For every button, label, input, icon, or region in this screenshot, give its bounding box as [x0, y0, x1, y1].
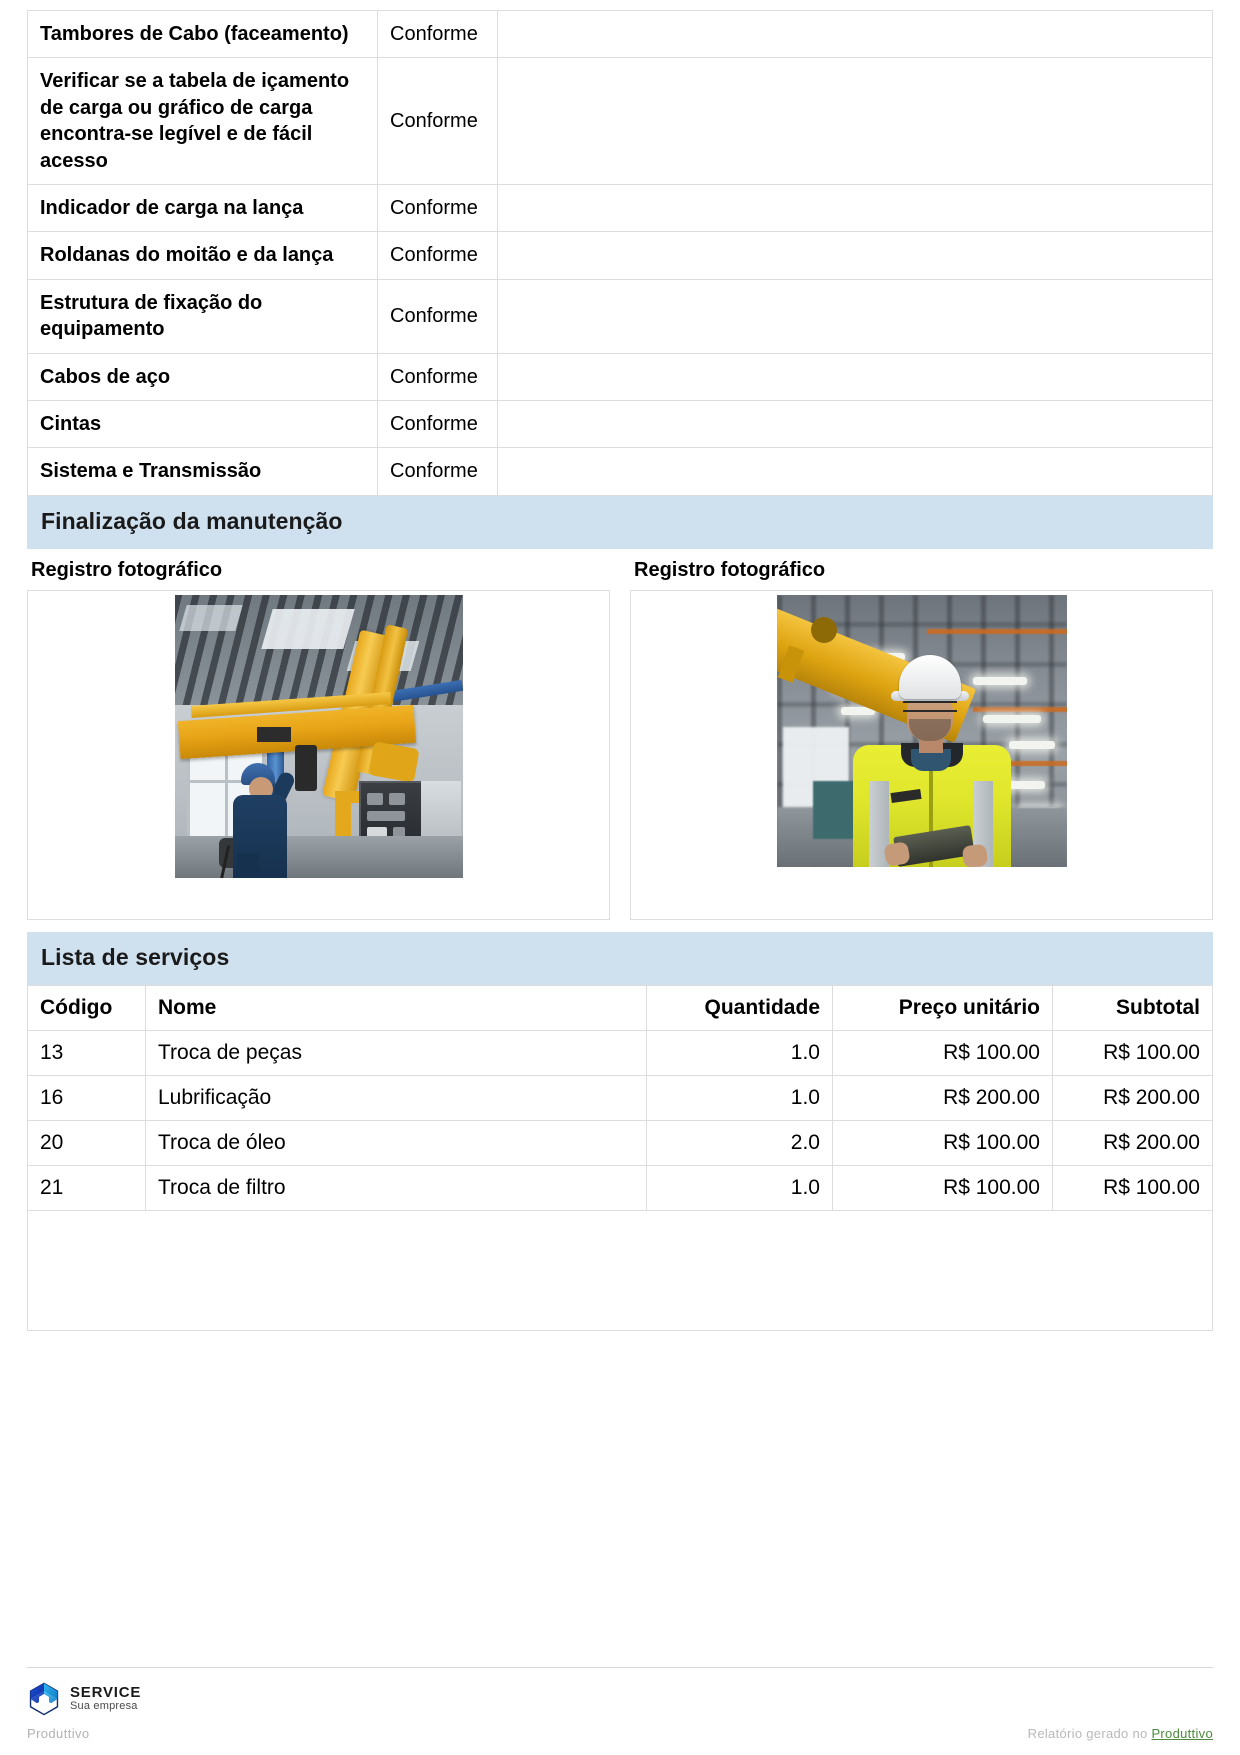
footer-product-name: Produttivo [27, 1726, 90, 1741]
table-row [28, 184, 1213, 231]
checklist-table [27, 10, 1213, 496]
service-quantidade: 1.0 [647, 1075, 833, 1120]
column-header-preco-unitario: Preço unitário [833, 985, 1053, 1030]
company-logo [27, 1682, 1213, 1716]
checklist-item-label: Cabos de aço [28, 353, 378, 400]
checklist-item-label: Roldanas do moitão e da lança [28, 232, 378, 279]
service-subtotal: R$ 100.00 [1053, 1165, 1213, 1210]
produttivo-link[interactable]: Produttivo [1151, 1726, 1213, 1741]
hexagon-logo-icon [27, 1682, 61, 1716]
table-row [28, 279, 1213, 353]
service-codigo: 16 [28, 1075, 146, 1120]
checklist-observation [498, 58, 1213, 185]
checklist-item-label: Cintas [28, 400, 378, 447]
table-row [28, 232, 1213, 279]
section-header-finalizacao [27, 496, 1213, 549]
footer-generated-note [1028, 1726, 1213, 1741]
checklist-observation [498, 353, 1213, 400]
section-title: Finalização da manutenção [41, 507, 343, 534]
service-quantidade: 1.0 [647, 1165, 833, 1210]
checklist-body [28, 11, 1213, 496]
service-quantidade: 2.0 [647, 1120, 833, 1165]
footer-bottom-row [27, 1726, 1213, 1741]
logo-title: SERVICE [70, 1684, 142, 1702]
checklist-item-label: Tambores de Cabo (faceamento) [28, 11, 378, 58]
table-row [28, 400, 1213, 447]
photo-block-right [620, 559, 1213, 920]
page-footer [0, 1667, 1240, 1755]
service-codigo: 21 [28, 1165, 146, 1210]
services-table-body [28, 1030, 1213, 1210]
photo-section [27, 559, 1213, 920]
logo-text [70, 1685, 141, 1712]
maintenance-photo-2 [777, 595, 1067, 867]
service-codigo: 13 [28, 1030, 146, 1075]
checklist-observation [498, 279, 1213, 353]
service-nome: Troca de filtro [146, 1165, 647, 1210]
service-subtotal: R$ 200.00 [1053, 1075, 1213, 1120]
services-table [27, 985, 1213, 1211]
checklist-item-label: Estrutura de fixação do equipamento [28, 279, 378, 353]
checklist-status: Conforme [378, 353, 498, 400]
checklist-status: Conforme [378, 232, 498, 279]
logo-subtitle: Sua empresa [70, 1700, 138, 1713]
table-row [28, 353, 1213, 400]
service-nome: Troca de peças [146, 1030, 647, 1075]
checklist-status: Conforme [378, 448, 498, 495]
checklist-item-label: Verificar se a tabela de içamento de carga ou gráfico de carga encontra-se legível e de fácil acesso [28, 58, 378, 185]
maintenance-photo-1 [175, 595, 463, 878]
table-row [28, 1030, 1213, 1075]
section-title: Lista de serviços [41, 943, 230, 970]
service-codigo: 20 [28, 1120, 146, 1165]
table-row [28, 1075, 1213, 1120]
checklist-status: Conforme [378, 184, 498, 231]
photo-frame [27, 590, 610, 920]
checklist-observation [498, 448, 1213, 495]
checklist-status: Conforme [378, 58, 498, 185]
table-row [28, 448, 1213, 495]
checklist-observation [498, 400, 1213, 447]
checklist-status: Conforme [378, 400, 498, 447]
table-row [28, 58, 1213, 185]
photo-frame [630, 590, 1213, 920]
checklist-status: Conforme [378, 11, 498, 58]
service-quantidade: 1.0 [647, 1030, 833, 1075]
service-preco-unitario: R$ 100.00 [833, 1030, 1053, 1075]
checklist-status: Conforme [378, 279, 498, 353]
service-preco-unitario: R$ 100.00 [833, 1165, 1053, 1210]
section-header-lista-servicos [27, 932, 1213, 985]
column-header-codigo: Código [28, 985, 146, 1030]
photo-label: Registro fotográfico [634, 558, 826, 581]
service-preco-unitario: R$ 100.00 [833, 1120, 1053, 1165]
column-header-subtotal: Subtotal [1053, 985, 1213, 1030]
service-nome: Lubrificação [146, 1075, 647, 1120]
service-nome: Troca de óleo [146, 1120, 647, 1165]
service-preco-unitario: R$ 200.00 [833, 1075, 1053, 1120]
checklist-observation [498, 184, 1213, 231]
checklist-observation [498, 232, 1213, 279]
service-subtotal: R$ 200.00 [1053, 1120, 1213, 1165]
service-subtotal: R$ 100.00 [1053, 1030, 1213, 1075]
table-row [28, 1165, 1213, 1210]
table-row [28, 1120, 1213, 1165]
photo-block-left [27, 559, 620, 920]
column-header-quantidade: Quantidade [647, 985, 833, 1030]
services-table-empty-area [27, 1211, 1213, 1331]
footer-divider [27, 1667, 1213, 1668]
checklist-observation [498, 11, 1213, 58]
footer-generated-prefix: Relatório gerado no [1027, 1726, 1152, 1741]
services-table-head [28, 985, 1213, 1030]
table-header-row [28, 985, 1213, 1030]
table-row [28, 11, 1213, 58]
checklist-item-label: Sistema e Transmissão [28, 448, 378, 495]
column-header-nome: Nome [146, 985, 647, 1030]
checklist-item-label: Indicador de carga na lança [28, 184, 378, 231]
photo-label: Registro fotográfico [31, 558, 223, 581]
